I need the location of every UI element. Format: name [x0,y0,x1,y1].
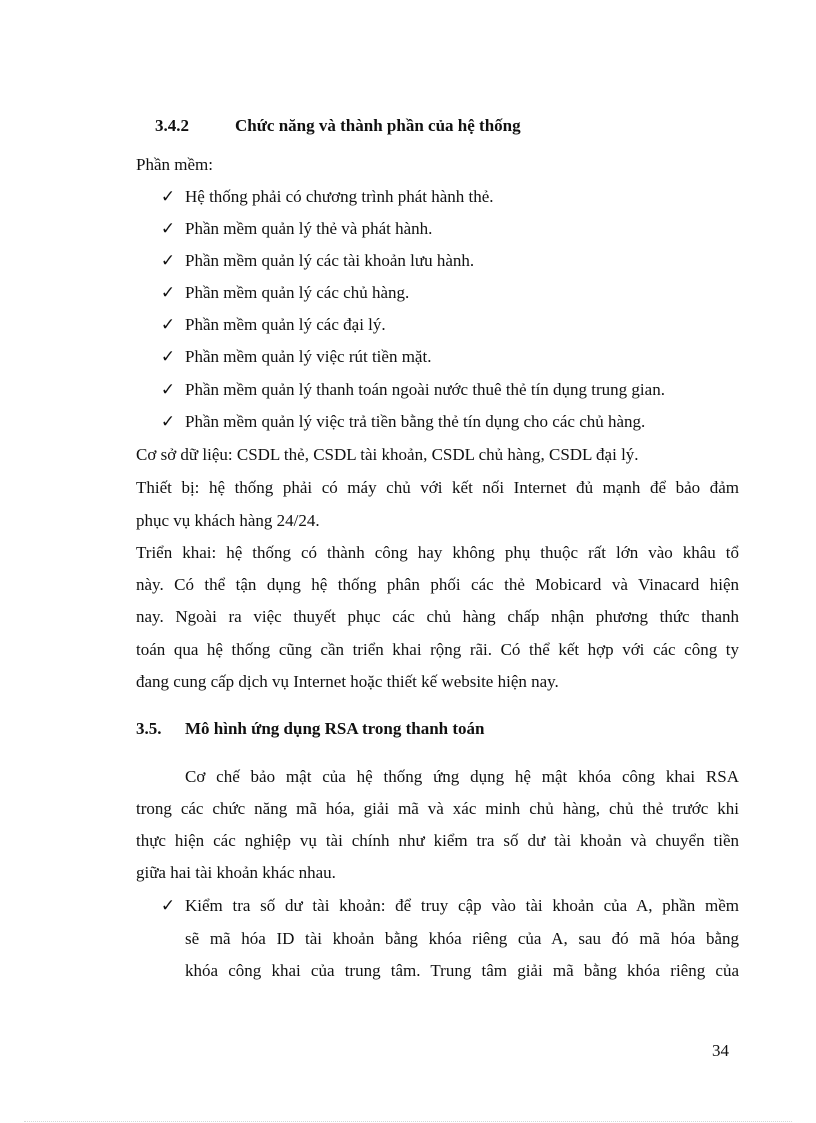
list-item: Hệ thống phải có chương trình phát hành thẻ. [185,187,494,206]
list-item: Phần mềm quản lý thanh toán ngoài nước thuê thẻ tín dụng trung gian. [185,380,665,399]
section-title: Chức năng và thành phần của hệ thống [235,116,521,135]
check-icon: ✓ [160,347,176,366]
page-number: 34 [712,1041,729,1060]
list-item: Phần mềm quản lý các chủ hàng. [185,283,410,302]
equipment-line-2: phục vụ khách hàng 24/24. [136,511,320,530]
section-title: Mô hình ứng dụng RSA trong thanh toán [185,719,485,738]
deployment-line-1: Triển khai: hệ thống có thành công hay không phụ thuộc rất lớn vào khâu tổ [136,543,739,562]
deployment-line-2: này. Có thể tận dụng hệ thống phân phối các thẻ Mobicard và Vinacard hiện [136,575,739,594]
rsa-paragraph-line-2: trong các chức năng mã hóa, giải mã và xác minh chủ hàng, chủ thẻ trước khi [136,799,739,818]
section-heading-3-5 [136,719,739,739]
check-icon: ✓ [160,283,176,302]
rsa-paragraph-line-3: thực hiện các nghiệp vụ tài chính như kiểm tra số dư tài khoản và chuyển tiền [136,831,739,850]
deployment-line-4: toán qua hệ thống cũng cần triển khai rộng rãi. Có thể kết hợp với các công ty [136,640,739,659]
balance-check-line-3: khóa công khai của trung tâm. Trung tâm giải mã bằng khóa riêng của [185,961,739,980]
rsa-paragraph-line-1: Cơ chế bảo mật của hệ thống ứng dụng hệ mật khóa công khai RSA [185,767,739,786]
check-icon: ✓ [160,315,176,334]
list-item: Phần mềm quản lý các đại lý. [185,315,386,334]
list-item: Phần mềm quản lý việc trả tiền bằng thẻ tín dụng cho các chủ hàng. [185,412,646,431]
section-number: 3.4.2 [155,116,189,135]
check-icon: ✓ [160,412,176,431]
list-item: Phần mềm quản lý thẻ và phát hành. [185,219,433,238]
check-icon: ✓ [160,380,176,399]
deployment-line-5: đang cung cấp dịch vụ Internet hoặc thiết kế website hiện nay. [136,672,559,691]
check-icon: ✓ [160,219,176,238]
bottom-border [24,1121,792,1122]
equipment-line-1: Thiết bị: hệ thống phải có máy chủ với kết nối Internet đủ mạnh để bảo đảm [136,478,739,497]
list-item: Phần mềm quản lý việc rút tiền mặt. [185,347,432,366]
balance-check-line-1: Kiểm tra số dư tài khoản: để truy cập vào tài khoản của A, phần mềm [185,896,739,915]
deployment-line-3: nay. Ngoài ra việc thuyết phục các chủ hàng chấp nhận phương thức thanh [136,607,739,626]
check-icon: ✓ [160,187,176,206]
software-label: Phần mềm: [136,155,213,174]
database-line: Cơ sở dữ liệu: CSDL thẻ, CSDL tài khoản, CSDL chủ hàng, CSDL đại lý. [136,445,639,464]
section-heading-3-4-2 [155,116,758,136]
rsa-paragraph-line-4: giữa hai tài khoản khác nhau. [136,863,336,882]
section-number: 3.5. [136,719,162,738]
check-icon: ✓ [160,251,176,270]
check-icon: ✓ [160,896,176,915]
balance-check-line-2: sẽ mã hóa ID tài khoản bằng khóa riêng của A, sau đó mã hóa bằng [185,929,739,948]
list-item: Phần mềm quản lý các tài khoản lưu hành. [185,251,475,270]
